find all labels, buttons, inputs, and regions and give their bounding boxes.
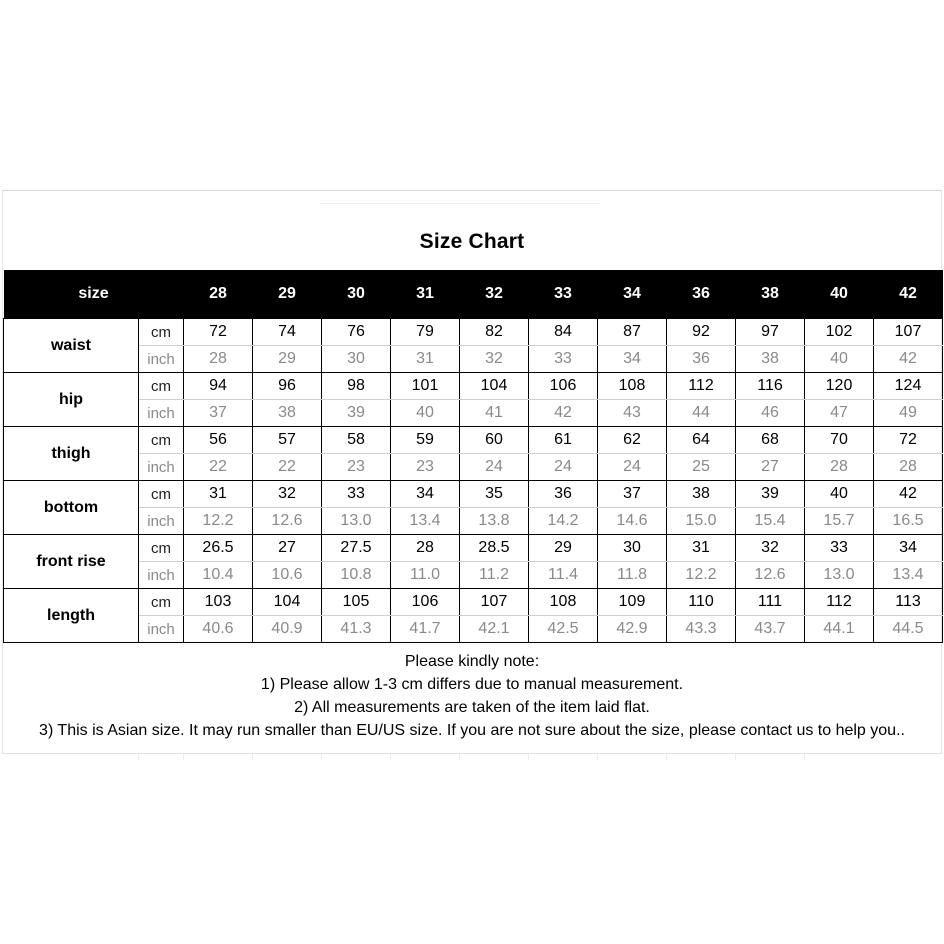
size-header-cell: 42 (874, 270, 943, 319)
cm-value-cell: 103 (184, 589, 253, 616)
inch-value-cell: 12.2 (667, 562, 736, 589)
cm-value-cell: 98 (322, 373, 391, 400)
inch-value-cell: 40 (805, 346, 874, 373)
inch-value-cell: 36 (667, 346, 736, 373)
cm-value-cell: 64 (667, 427, 736, 454)
measurement-row-cm (4, 319, 943, 346)
inch-value-cell: 39 (322, 400, 391, 427)
cm-value-cell: 97 (736, 319, 805, 346)
cm-value-cell: 113 (874, 589, 943, 616)
inch-value-cell: 41 (460, 400, 529, 427)
cm-value-cell: 92 (667, 319, 736, 346)
column-tick (138, 754, 139, 760)
inch-value-cell: 46 (736, 400, 805, 427)
measurement-row-inch (4, 400, 943, 427)
inch-value-cell: 11.2 (460, 562, 529, 589)
inch-value-cell: 42.1 (460, 616, 529, 643)
inch-value-cell: 42.5 (529, 616, 598, 643)
measurement-row-inch (4, 616, 943, 643)
measurement-label: waist (4, 319, 139, 373)
cm-value-cell: 34 (391, 481, 460, 508)
measurement-label: length (4, 589, 139, 643)
column-tick (735, 754, 736, 760)
column-tick (321, 754, 322, 760)
measurement-label: front rise (4, 535, 139, 589)
inch-value-cell: 12.2 (184, 508, 253, 535)
notes-heading: Please kindly note: (404, 653, 540, 670)
inch-value-cell: 25 (667, 454, 736, 481)
cm-value-cell: 40 (805, 481, 874, 508)
cm-value-cell: 28 (391, 535, 460, 562)
inch-value-cell: 38 (736, 346, 805, 373)
cm-value-cell: 31 (667, 535, 736, 562)
cm-value-cell: 29 (529, 535, 598, 562)
inch-value-cell: 42 (529, 400, 598, 427)
cm-value-cell: 61 (529, 427, 598, 454)
inch-value-cell: 11.4 (529, 562, 598, 589)
cm-value-cell: 70 (805, 427, 874, 454)
inch-value-cell: 43.7 (736, 616, 805, 643)
size-header-cell: 28 (184, 270, 253, 319)
inch-value-cell: 31 (391, 346, 460, 373)
cm-value-cell: 107 (460, 589, 529, 616)
cm-value-cell: 106 (391, 589, 460, 616)
inch-value-cell: 16.5 (874, 508, 943, 535)
inch-value-cell: 23 (391, 454, 460, 481)
unit-cm-label: cm (139, 481, 184, 508)
measurement-row-cm (4, 589, 943, 616)
cm-value-cell: 56 (184, 427, 253, 454)
header-row (4, 270, 943, 319)
cm-value-cell: 36 (529, 481, 598, 508)
column-tick (459, 754, 460, 760)
inch-value-cell: 22 (184, 454, 253, 481)
inch-value-cell: 44.5 (874, 616, 943, 643)
measurement-row-inch (4, 346, 943, 373)
cm-value-cell: 104 (460, 373, 529, 400)
cm-value-cell: 34 (874, 535, 943, 562)
cm-value-cell: 60 (460, 427, 529, 454)
notes-block (2, 650, 942, 742)
measurement-row-inch (4, 454, 943, 481)
cm-value-cell: 38 (667, 481, 736, 508)
cm-value-cell: 84 (529, 319, 598, 346)
size-header-cell: 32 (460, 270, 529, 319)
inch-value-cell: 33 (529, 346, 598, 373)
inch-value-cell: 13.4 (874, 562, 943, 589)
inch-value-cell: 43 (598, 400, 667, 427)
cm-value-cell: 39 (736, 481, 805, 508)
inch-value-cell: 38 (253, 400, 322, 427)
cm-value-cell: 37 (598, 481, 667, 508)
inch-value-cell: 34 (598, 346, 667, 373)
inch-value-cell: 44 (667, 400, 736, 427)
inch-value-cell: 41.3 (322, 616, 391, 643)
size-header-cell: 40 (805, 270, 874, 319)
inch-value-cell: 30 (322, 346, 391, 373)
measurement-label: thigh (4, 427, 139, 481)
cm-value-cell: 124 (874, 373, 943, 400)
note-line-1: 1) Please allow 1-3 cm differs due to manual measurement. (260, 676, 684, 693)
inch-value-cell: 40 (391, 400, 460, 427)
unit-cm-label: cm (139, 427, 184, 454)
inch-value-cell: 32 (460, 346, 529, 373)
cm-value-cell: 74 (253, 319, 322, 346)
inch-value-cell: 10.6 (253, 562, 322, 589)
inch-value-cell: 47 (805, 400, 874, 427)
unit-inch-label: inch (139, 562, 184, 589)
cm-value-cell: 28.5 (460, 535, 529, 562)
inch-value-cell: 43.3 (667, 616, 736, 643)
unit-cm-label: cm (139, 373, 184, 400)
cm-value-cell: 27 (253, 535, 322, 562)
inch-value-cell: 14.2 (529, 508, 598, 535)
cm-value-cell: 72 (184, 319, 253, 346)
measurement-row-cm (4, 481, 943, 508)
bottom-rule (2, 753, 942, 754)
measurement-row-inch (4, 562, 943, 589)
inch-value-cell: 27 (736, 454, 805, 481)
size-header-cell: 30 (322, 270, 391, 319)
cm-value-cell: 107 (874, 319, 943, 346)
cm-value-cell: 96 (253, 373, 322, 400)
inch-value-cell: 10.4 (184, 562, 253, 589)
cm-value-cell: 42 (874, 481, 943, 508)
cm-value-cell: 109 (598, 589, 667, 616)
inch-value-cell: 14.6 (598, 508, 667, 535)
column-tick (666, 754, 667, 760)
unit-cm-label: cm (139, 319, 184, 346)
column-tick (597, 754, 598, 760)
cm-value-cell: 68 (736, 427, 805, 454)
divider (320, 203, 600, 204)
measurement-row-inch (4, 508, 943, 535)
inch-value-cell: 13.4 (391, 508, 460, 535)
cm-value-cell: 110 (667, 589, 736, 616)
unit-inch-label: inch (139, 346, 184, 373)
column-tick (183, 754, 184, 760)
size-header-cell: 33 (529, 270, 598, 319)
cm-value-cell: 94 (184, 373, 253, 400)
inch-value-cell: 12.6 (253, 508, 322, 535)
inch-value-cell: 28 (805, 454, 874, 481)
unit-cm-label: cm (139, 535, 184, 562)
cm-value-cell: 120 (805, 373, 874, 400)
cm-value-cell: 58 (322, 427, 391, 454)
unit-inch-label: inch (139, 454, 184, 481)
inch-value-cell: 10.8 (322, 562, 391, 589)
size-header-cell: 31 (391, 270, 460, 319)
inch-value-cell: 24 (598, 454, 667, 481)
measurement-label: bottom (4, 481, 139, 535)
unit-inch-label: inch (139, 508, 184, 535)
cm-value-cell: 31 (184, 481, 253, 508)
cm-value-cell: 79 (391, 319, 460, 346)
inch-value-cell: 24 (529, 454, 598, 481)
unit-cm-label: cm (139, 589, 184, 616)
note-line-2: 2) All measurements are taken of the item laid flat. (294, 699, 650, 716)
cm-value-cell: 33 (805, 535, 874, 562)
column-tick (528, 754, 529, 760)
unit-inch-label: inch (139, 400, 184, 427)
measurement-row-cm (4, 373, 943, 400)
column-tick (804, 754, 805, 760)
note-line-3: 3) This is Asian size. It may run smaller than EU/US size. If you are not sure about the size, please contact us to help you.. (39, 722, 905, 739)
inch-value-cell: 13.0 (322, 508, 391, 535)
inch-value-cell: 13.0 (805, 562, 874, 589)
inch-value-cell: 15.7 (805, 508, 874, 535)
inch-value-cell: 15.4 (736, 508, 805, 535)
cm-value-cell: 32 (253, 481, 322, 508)
inch-value-cell: 22 (253, 454, 322, 481)
inch-value-cell: 40.9 (253, 616, 322, 643)
cm-value-cell: 27.5 (322, 535, 391, 562)
cm-value-cell: 32 (736, 535, 805, 562)
cm-value-cell: 104 (253, 589, 322, 616)
inch-value-cell: 37 (184, 400, 253, 427)
cm-value-cell: 111 (736, 589, 805, 616)
cm-value-cell: 62 (598, 427, 667, 454)
inch-value-cell: 13.8 (460, 508, 529, 535)
inch-value-cell: 12.6 (736, 562, 805, 589)
size-table (3, 270, 943, 643)
cm-value-cell: 76 (322, 319, 391, 346)
inch-value-cell: 24 (460, 454, 529, 481)
cm-value-cell: 35 (460, 481, 529, 508)
cm-value-cell: 108 (598, 373, 667, 400)
inch-value-cell: 15.0 (667, 508, 736, 535)
cm-value-cell: 33 (322, 481, 391, 508)
measurement-row-cm (4, 535, 943, 562)
cm-value-cell: 82 (460, 319, 529, 346)
inch-value-cell: 42 (874, 346, 943, 373)
column-tick (252, 754, 253, 760)
cm-value-cell: 112 (667, 373, 736, 400)
inch-value-cell: 49 (874, 400, 943, 427)
cm-value-cell: 57 (253, 427, 322, 454)
cm-value-cell: 102 (805, 319, 874, 346)
cm-value-cell: 59 (391, 427, 460, 454)
unit-inch-label: inch (139, 616, 184, 643)
size-header-label: size (4, 270, 184, 319)
inch-value-cell: 29 (253, 346, 322, 373)
inch-value-cell: 41.7 (391, 616, 460, 643)
cm-value-cell: 116 (736, 373, 805, 400)
size-header-cell: 29 (253, 270, 322, 319)
cm-value-cell: 108 (529, 589, 598, 616)
cm-value-cell: 106 (529, 373, 598, 400)
inch-value-cell: 11.0 (391, 562, 460, 589)
inch-value-cell: 42.9 (598, 616, 667, 643)
cm-value-cell: 26.5 (184, 535, 253, 562)
cm-value-cell: 101 (391, 373, 460, 400)
inch-value-cell: 44.1 (805, 616, 874, 643)
size-header-cell: 36 (667, 270, 736, 319)
inch-value-cell: 28 (184, 346, 253, 373)
inch-value-cell: 11.8 (598, 562, 667, 589)
measurement-row-cm (4, 427, 943, 454)
cm-value-cell: 30 (598, 535, 667, 562)
column-tick (390, 754, 391, 760)
cm-value-cell: 87 (598, 319, 667, 346)
cm-value-cell: 72 (874, 427, 943, 454)
inch-value-cell: 40.6 (184, 616, 253, 643)
cm-value-cell: 105 (322, 589, 391, 616)
chart-title: Size Chart (419, 230, 525, 253)
cm-value-cell: 112 (805, 589, 874, 616)
size-header-cell: 38 (736, 270, 805, 319)
inch-value-cell: 28 (874, 454, 943, 481)
inch-value-cell: 23 (322, 454, 391, 481)
size-header-cell: 34 (598, 270, 667, 319)
measurement-label: hip (4, 373, 139, 427)
